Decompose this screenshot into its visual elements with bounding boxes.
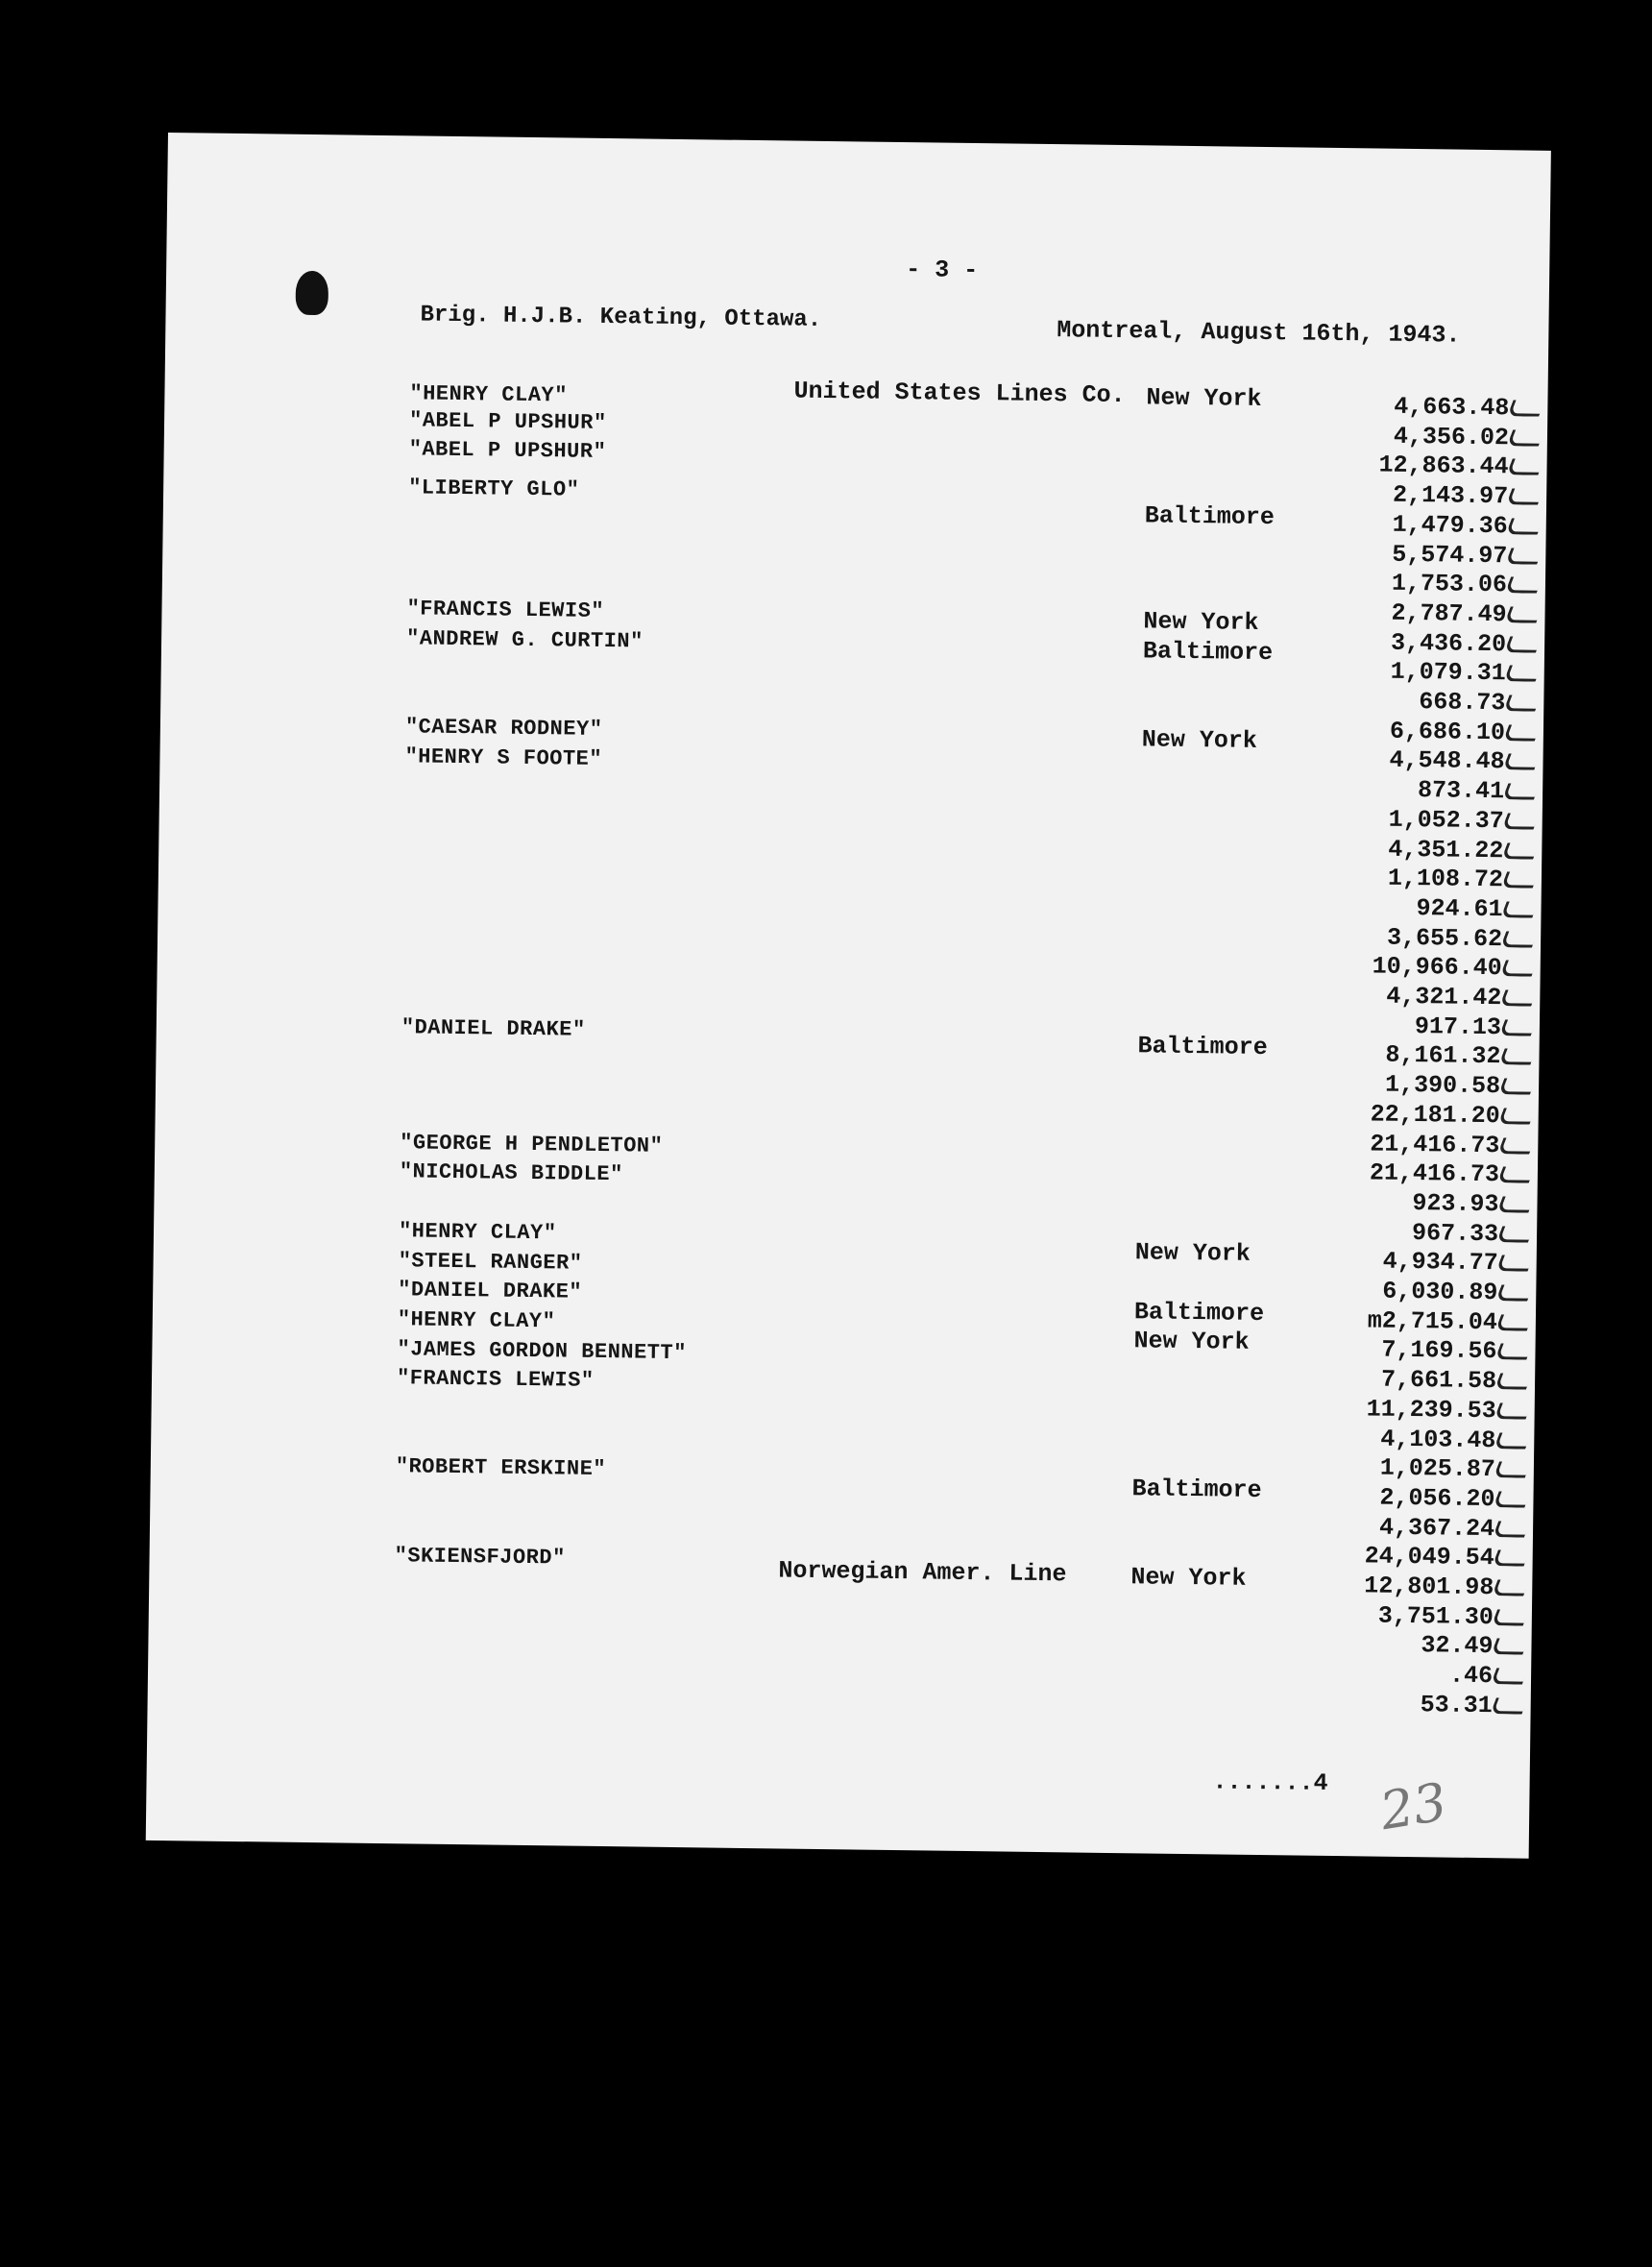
vessel-name: "ROBERT ERSKINE" xyxy=(395,1454,607,1482)
check-mark xyxy=(1500,961,1538,977)
vessel-name: "GEORGE H PENDLETON" xyxy=(400,1131,664,1158)
vessel-name: "ABEL P UPSHUR" xyxy=(408,407,607,435)
vessel-name: "HENRY CLAY" xyxy=(398,1219,557,1246)
dateline: Montreal, August 16th, 1943. xyxy=(1057,316,1461,350)
port-name: Baltimore xyxy=(1142,637,1274,668)
amount-value: 1,079.31 xyxy=(1390,658,1506,688)
amount-value: 1,025.87 xyxy=(1379,1453,1496,1484)
port-name: New York xyxy=(1130,1563,1247,1593)
vessel-name: "ANDREW G. CURTIN" xyxy=(405,626,644,654)
check-mark xyxy=(1507,429,1544,446)
check-mark xyxy=(1503,695,1541,711)
check-mark xyxy=(1498,1078,1536,1094)
port-name: Baltimore xyxy=(1131,1475,1262,1504)
check-mark xyxy=(1504,606,1542,622)
amount-value: 1,052.37 xyxy=(1388,805,1504,836)
vessel-name: "ABEL P UPSHUR" xyxy=(408,437,607,465)
check-mark xyxy=(1499,989,1537,1006)
check-mark xyxy=(1505,548,1543,564)
amount-value: 21,416.73 xyxy=(1370,1129,1500,1159)
amount-value: 4,934.77 xyxy=(1382,1247,1498,1278)
vessel-name: "DANIEL DRAKE" xyxy=(398,1278,583,1305)
vessel-name: "SKIENSFJORD" xyxy=(394,1543,566,1571)
check-mark xyxy=(1507,400,1544,416)
amount-value: 924.61 xyxy=(1416,893,1503,924)
port-name: New York xyxy=(1133,1327,1250,1357)
check-mark xyxy=(1495,1284,1533,1301)
amount-value: 2,056.20 xyxy=(1379,1483,1495,1514)
check-mark xyxy=(1494,1432,1531,1449)
port-name: New York xyxy=(1143,607,1259,638)
amount-value: 967.33 xyxy=(1411,1218,1499,1248)
document-page xyxy=(146,133,1551,1859)
punch-hole xyxy=(296,271,329,315)
check-mark xyxy=(1497,1166,1535,1182)
amount-value: 6,686.10 xyxy=(1389,717,1506,746)
port-name: Baltimore xyxy=(1133,1297,1265,1328)
check-mark xyxy=(1498,1108,1536,1124)
amount-value: 6,030.89 xyxy=(1382,1277,1498,1307)
shipping-line: United States Lines Co. xyxy=(793,377,1126,410)
check-mark xyxy=(1503,724,1541,741)
addressee-line: Brig. H.J.B. Keating, Ottawa. xyxy=(420,302,822,333)
amount-value: 32.49 xyxy=(1421,1631,1494,1661)
vessel-name: "NICHOLAS BIDDLE" xyxy=(399,1159,623,1187)
amount-value: 3,436.20 xyxy=(1390,628,1507,658)
check-mark xyxy=(1492,1609,1529,1625)
amount-value: 24,049.54 xyxy=(1364,1542,1494,1572)
vessel-name: "LIBERTY GLO" xyxy=(408,475,580,502)
check-mark xyxy=(1494,1461,1531,1477)
amount-value: 4,548.48 xyxy=(1389,746,1505,776)
amount-value: 4,103.48 xyxy=(1380,1425,1496,1454)
check-mark xyxy=(1494,1344,1532,1360)
check-mark xyxy=(1502,783,1540,799)
check-mark xyxy=(1504,636,1542,652)
amount-value: 1,479.36 xyxy=(1392,510,1508,541)
check-mark xyxy=(1495,1314,1533,1330)
amount-value: m2,715.04 xyxy=(1367,1306,1498,1336)
check-mark xyxy=(1506,488,1543,504)
port-name: Baltimore xyxy=(1137,1032,1268,1062)
amount-value: 53.31 xyxy=(1420,1691,1493,1719)
check-mark xyxy=(1491,1639,1528,1655)
amount-value: 12,863.44 xyxy=(1378,451,1509,481)
check-mark xyxy=(1496,1226,1534,1242)
amount-value: 1,390.58 xyxy=(1384,1070,1501,1101)
check-mark xyxy=(1493,1521,1530,1537)
vessel-name: "HENRY CLAY" xyxy=(397,1307,556,1334)
amount-value: 4,321.42 xyxy=(1386,982,1502,1012)
amount-value: 7,169.56 xyxy=(1381,1336,1497,1366)
vessel-name: "JAMES GORDON BENNETT" xyxy=(397,1336,688,1365)
check-mark xyxy=(1496,1255,1534,1272)
amount-value: 923.93 xyxy=(1412,1188,1499,1219)
amount-value: 4,351.22 xyxy=(1388,835,1504,865)
vessel-name: "FRANCIS LEWIS" xyxy=(396,1366,595,1394)
amount-value: 8,161.32 xyxy=(1385,1041,1501,1071)
check-mark xyxy=(1506,459,1543,475)
amount-value: 4,663.48 xyxy=(1394,392,1510,423)
amount-value: 21,416.73 xyxy=(1369,1158,1500,1189)
amount-value: 22,181.20 xyxy=(1370,1100,1500,1131)
check-mark xyxy=(1504,666,1542,682)
vessel-name: "STEEL RANGER" xyxy=(398,1248,583,1276)
check-mark xyxy=(1498,1049,1536,1065)
check-mark xyxy=(1491,1668,1528,1684)
check-mark xyxy=(1494,1402,1531,1419)
check-mark xyxy=(1500,901,1538,917)
amount-value: 917.13 xyxy=(1414,1012,1502,1041)
amount-value: 7,661.58 xyxy=(1380,1365,1497,1396)
amount-value: 3,655.62 xyxy=(1386,923,1503,953)
amount-value: 2,143.97 xyxy=(1392,480,1509,511)
check-mark xyxy=(1500,931,1538,947)
check-mark xyxy=(1492,1550,1529,1567)
vessel-name: "HENRY CLAY" xyxy=(409,381,569,408)
amount-value: .46 xyxy=(1448,1661,1494,1691)
amount-value: 4,356.02 xyxy=(1393,422,1510,451)
check-mark xyxy=(1505,577,1543,594)
check-mark xyxy=(1501,842,1539,859)
check-mark xyxy=(1494,1373,1532,1389)
vessel-name: "CAESAR RODNEY" xyxy=(404,715,603,742)
check-mark xyxy=(1497,1137,1535,1154)
amount-value: 1,108.72 xyxy=(1387,864,1504,894)
amount-value: 11,239.53 xyxy=(1366,1395,1496,1426)
check-mark xyxy=(1490,1697,1527,1714)
handwritten-initials: 23 xyxy=(1375,1771,1451,1842)
vessel-name: "DANIEL DRAKE" xyxy=(401,1015,586,1042)
amount-value: 12,801.98 xyxy=(1364,1572,1494,1602)
amount-value: 5,574.97 xyxy=(1392,540,1508,570)
port-name: New York xyxy=(1146,383,1262,413)
vessel-name: "FRANCIS LEWIS" xyxy=(406,597,605,624)
check-mark xyxy=(1493,1491,1530,1507)
check-mark xyxy=(1501,872,1539,889)
amount-value: 668.73 xyxy=(1419,688,1506,718)
continuation-marker: .......4 xyxy=(1212,1767,1328,1797)
vessel-name: "HENRY S FOOTE" xyxy=(404,743,603,771)
page-number: - 3 - xyxy=(906,256,979,285)
amount-value: 10,966.40 xyxy=(1372,952,1502,983)
amount-value: 2,787.49 xyxy=(1391,598,1507,629)
check-mark xyxy=(1506,518,1543,534)
check-mark xyxy=(1502,813,1540,829)
amount-value: 1,753.06 xyxy=(1391,569,1508,599)
check-mark xyxy=(1502,754,1540,770)
amount-value: 3,751.30 xyxy=(1377,1601,1494,1631)
shipping-line: Norwegian Amer. Line xyxy=(778,1556,1067,1589)
check-mark xyxy=(1496,1196,1534,1212)
check-mark xyxy=(1499,1019,1537,1036)
amount-value: 873.41 xyxy=(1417,776,1505,806)
port-name: New York xyxy=(1141,725,1258,756)
amount-value: 4,367.24 xyxy=(1378,1513,1495,1543)
port-name: New York xyxy=(1134,1238,1251,1269)
check-mark xyxy=(1492,1579,1529,1596)
port-name: Baltimore xyxy=(1144,501,1275,531)
